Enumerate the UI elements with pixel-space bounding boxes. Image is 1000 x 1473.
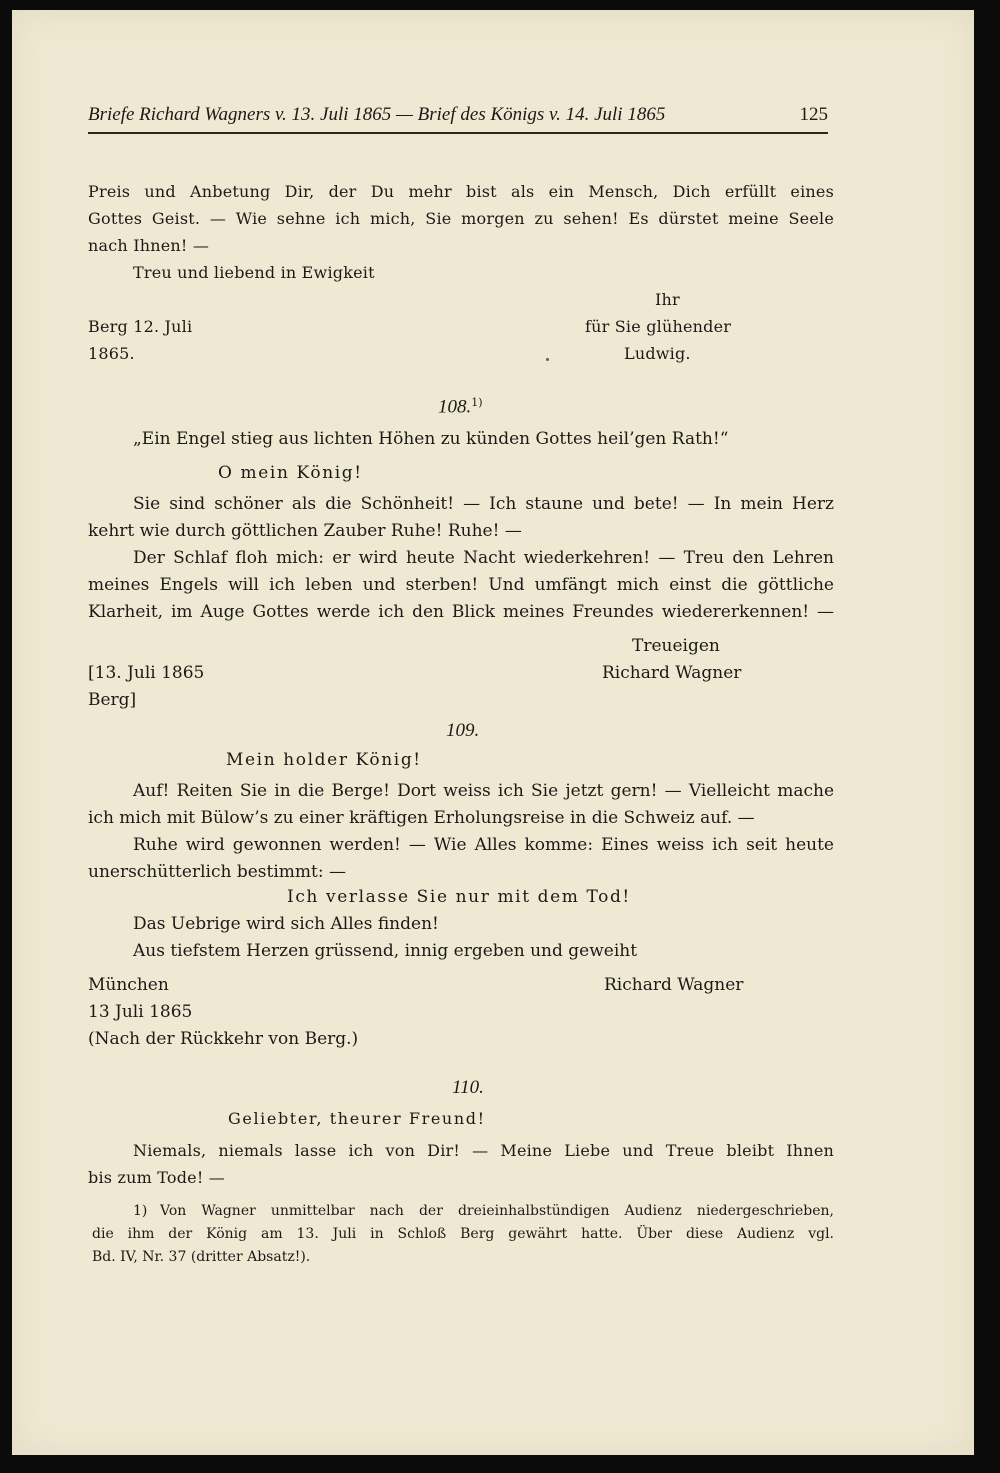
letter-110-number: 110. [452,1077,484,1098]
footnote-line-3: Bd. IV, Nr. 37 (dritter Absatz!). [92,1249,311,1265]
letter-107-year: 1865. [88,344,135,363]
footnote-mark: 1) [133,1203,148,1219]
letter-107-place: Berg 12. Juli [88,317,193,336]
letter-108-line-2: kehrt wie durch göttlichen Zauber Ruhe! Ruhe! — [88,521,522,541]
letter-108-number: 108. [438,396,472,418]
letter-108-signature-2: Richard Wagner [602,663,742,683]
letter-109-line-4: unerschütterlich bestimmt: — [88,862,346,882]
letter-109-note: (Nach der Rückkehr von Berg.) [88,1029,359,1049]
letter-109-emphasis: Ich verlasse Sie nur mit dem Tod! [287,887,631,907]
letter-109-salutation: Mein holder König! [226,750,422,770]
header-rule [88,132,828,134]
letter-107-signature-1: Ihr [655,290,680,309]
footnote-line-2: die ihm der König am 13. Juli in Schloß Berg gewährt hatte. Über diese Audienz vgl. [92,1226,834,1242]
letter-108-heading [438,396,483,419]
page-number: 125 [799,104,828,125]
ink-speck [546,358,549,361]
letter-109-line-5: Das Uebrige wird sich Alles finden! [133,914,439,934]
letter-108-line-3: Der Schlaf floh mich: er wird heute Nacht wiederkehren! — Treu den Lehren [133,548,834,568]
letter-110-line-1: Niemals, niemals lasse ich von Dir! — Meine Liebe und Treue bleibt Ihnen [133,1141,834,1160]
letter-109-line-2: ich mich mit Bülow’s zu einer kräftigen Erholungsreise in die Schweiz auf. — [88,808,755,828]
footnote-line-1: Von Wagner unmittelbar nach der dreieinhalbstündigen Audienz niedergeschrieben, [160,1203,834,1219]
letter-108-quote: „Ein Engel stieg aus lichten Höhen zu künden Gottes heil’gen Rath!“ [133,429,729,449]
letter-107-signature-3: Ludwig. [624,344,691,363]
letter-110-salutation: Geliebter, theurer Freund! [228,1109,486,1128]
letter-107-closing: Treu und liebend in Ewigkeit [133,263,375,282]
letter-109-place: München [88,975,169,995]
letter-108-line-4: meines Engels will ich leben und sterben! Und umfängt mich einst die göttliche [88,575,834,595]
letter-109-line-1: Auf! Reiten Sie in die Berge! Dort weiss ich Sie jetzt gern! — Vielleicht mache [133,781,834,801]
letter-107-line-1: Preis und Anbetung Dir, der Du mehr bist als ein Mensch, Dich erfüllt eines [88,182,834,201]
letter-108-salutation: O mein König! [218,463,363,483]
letter-107-line-2: Gottes Geist. — Wie sehne ich mich, Sie morgen zu sehen! Es dürstet meine Seele [88,209,834,228]
running-head [88,104,828,126]
footnote-reference: 1) [471,396,483,409]
letter-109-number: 109. [446,720,480,741]
letter-109-line-6: Aus tiefstem Herzen grüssend, innig ergeben und geweiht [133,941,638,961]
letter-109-line-3: Ruhe wird gewonnen werden! — Wie Alles komme: Eines weiss ich seit heute [133,835,834,855]
letter-108-line-1: Sie sind schöner als die Schönheit! — Ich staune und bete! — In mein Herz [133,494,834,514]
letter-110-line-2: bis zum Tode! — [88,1168,225,1187]
letter-107-line-3: nach Ihnen! — [88,236,210,255]
letter-108-place: Berg] [88,690,137,710]
letter-108-line-5: Klarheit, im Auge Gottes werde ich den Blick meines Freundes wiedererkennen! — [88,602,834,622]
running-head-title: Briefe Richard Wagners v. 13. Juli 1865 — Brief des Königs v. 14. Juli 1865 [88,104,666,125]
letter-108-signature-1: Treueigen [632,636,720,656]
letter-107-signature-2: für Sie glühender [585,317,732,336]
letter-108-date: [13. Juli 1865 [88,663,205,683]
letter-109-date: 13 Juli 1865 [88,1002,193,1022]
letter-109-signature: Richard Wagner [604,975,744,995]
